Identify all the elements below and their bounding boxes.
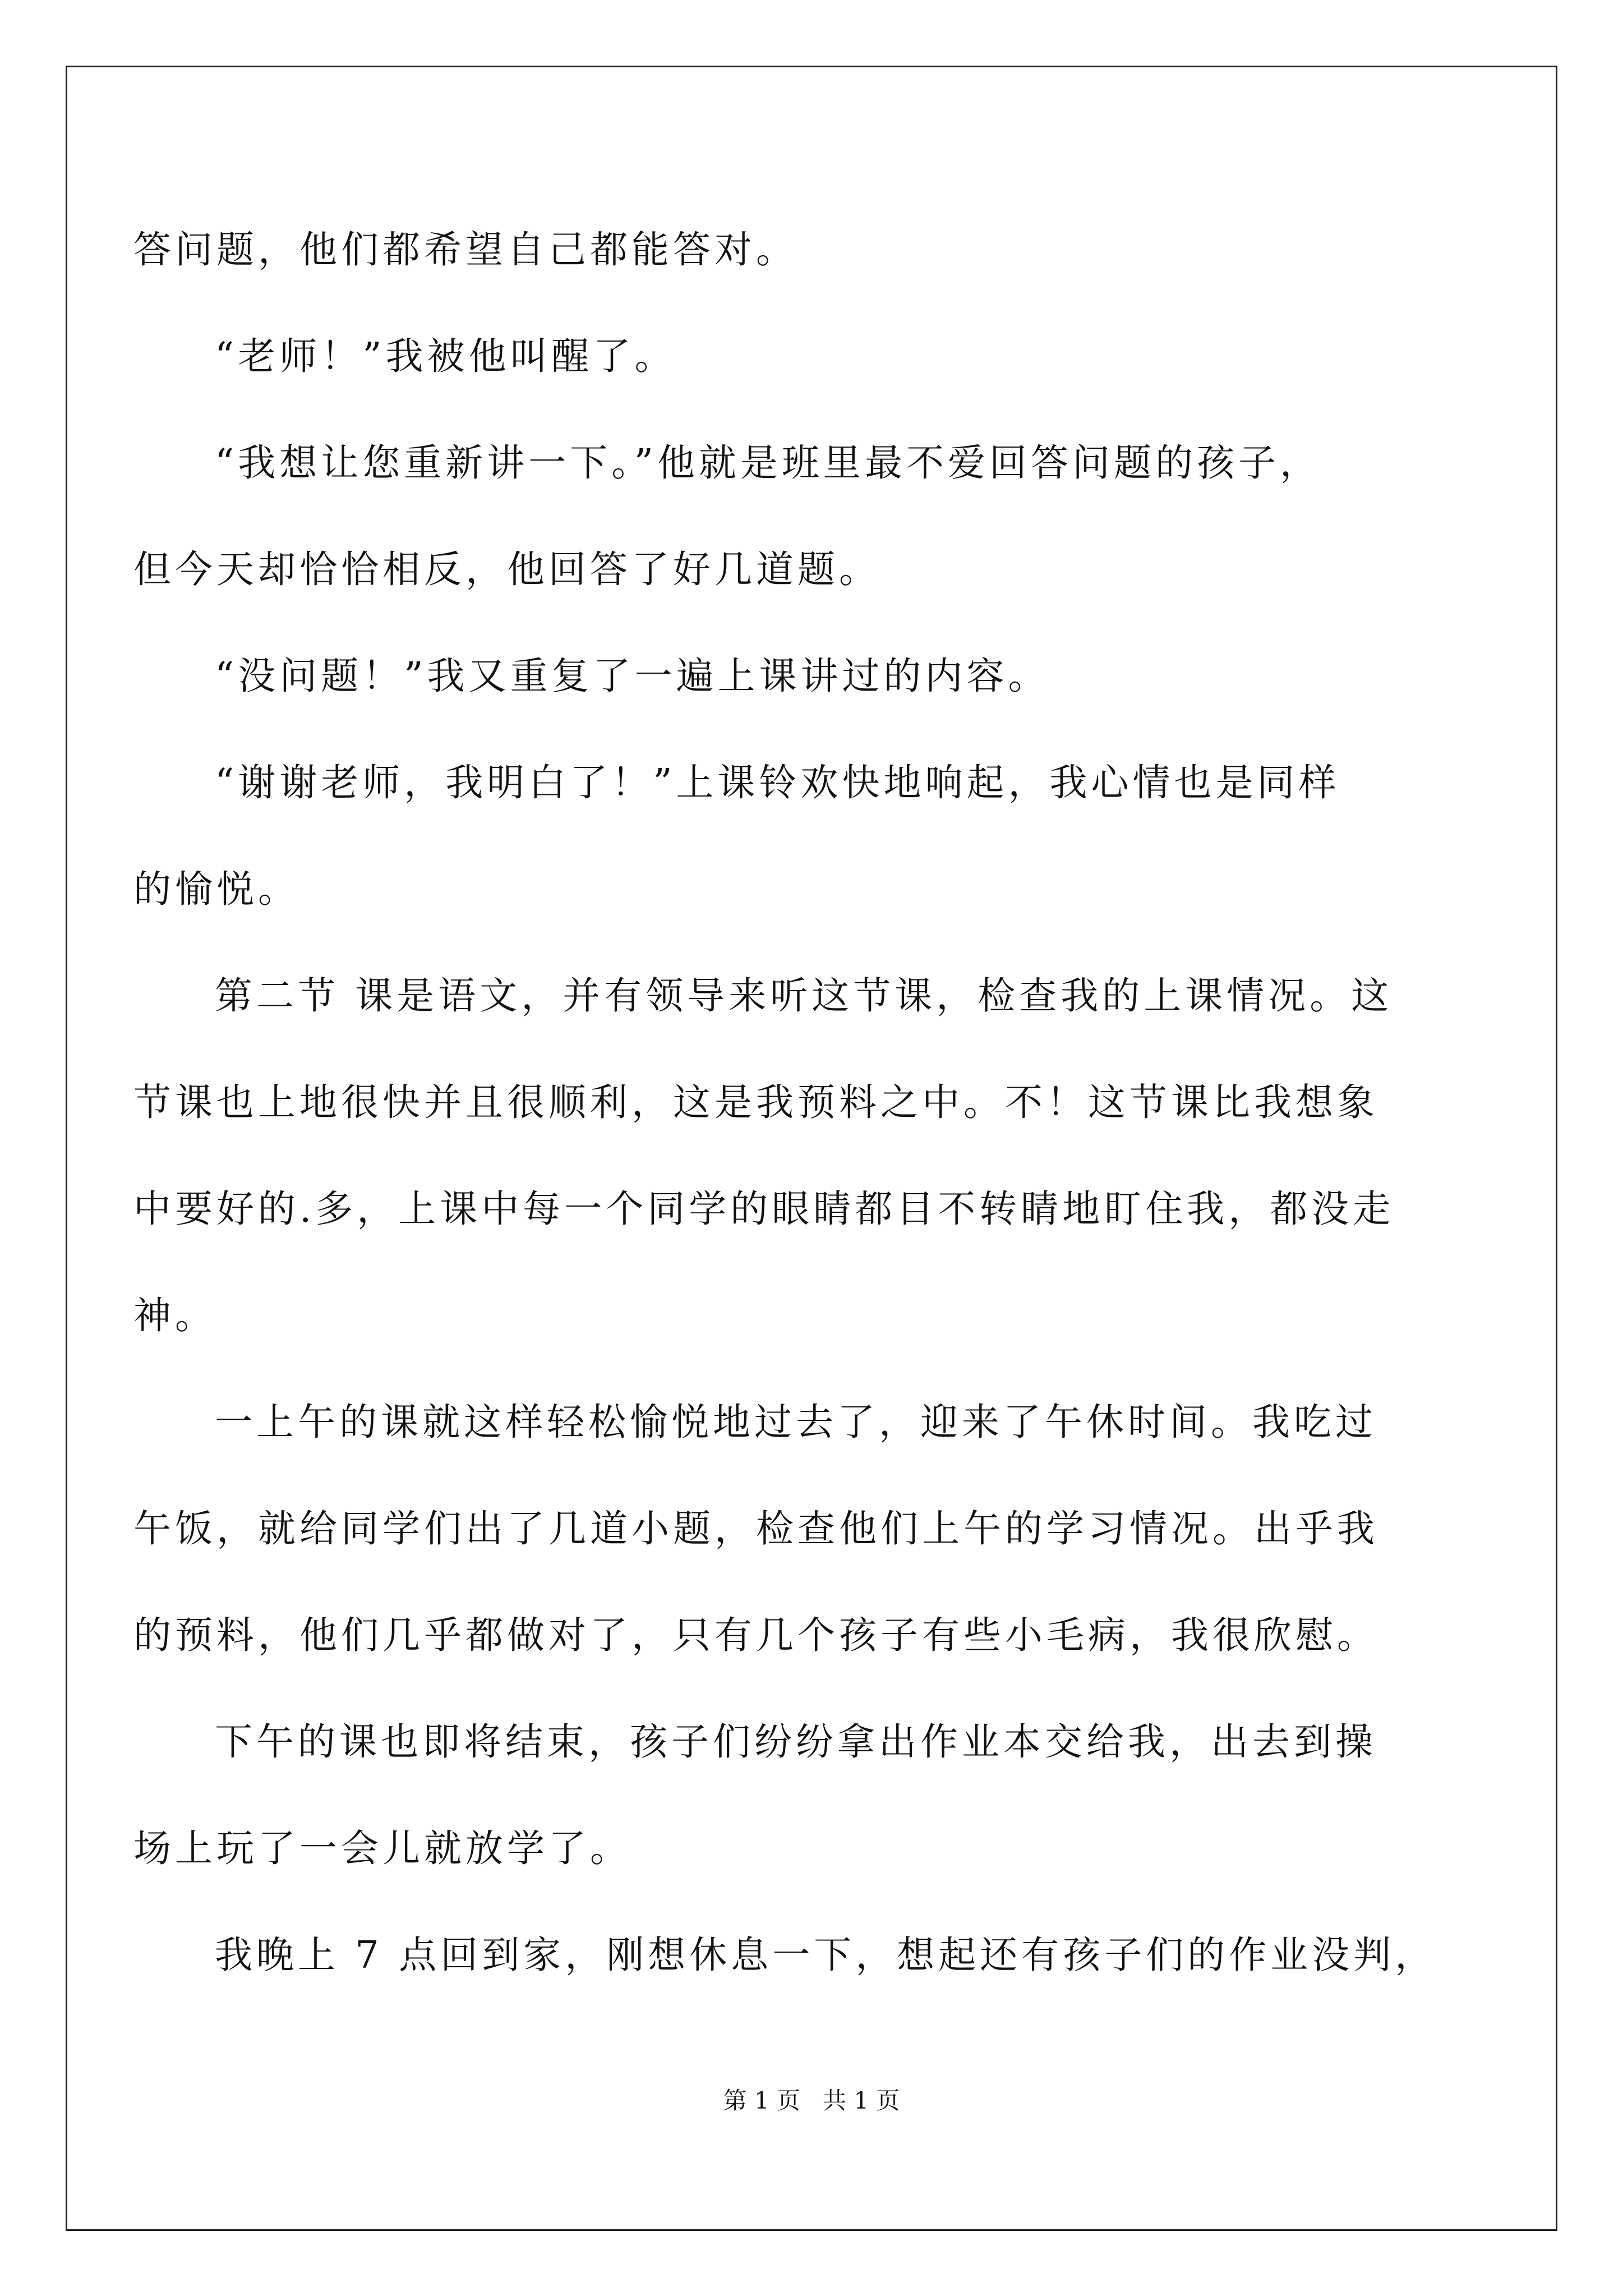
page-number: 第 1 页 xyxy=(723,2087,800,2114)
page-border xyxy=(66,66,1557,2231)
text-line: 神。 xyxy=(133,1294,216,1337)
text-line: “谢谢老师，我明白了！”上课铃欢快地响起，我心情也是同样 xyxy=(215,761,1340,804)
text-line: 的愉悦。 xyxy=(133,867,299,911)
text-line: 节课也上地很快并且很顺利，这是我预料之中。不！这节课比我想象 xyxy=(133,1080,1378,1124)
text-line: 第二节 课是语文，并有领导来听这节课，检查我的上课情况。这 xyxy=(215,974,1393,1018)
text-line: 午饭，就给同学们出了几道小题，检查他们上午的学习情况。出乎我 xyxy=(133,1507,1378,1550)
text-line: 我晚上 7 点回到家，刚想休息一下，想起还有孩子们的作业没判， xyxy=(215,1933,1437,1977)
text-line: 下午的课也即将结束，孩子们纷纷拿出作业本交给我，出去到操 xyxy=(215,1720,1377,1764)
text-line: 一上午的课就这样轻松愉悦地过去了，迎来了午休时间。我吃过 xyxy=(215,1400,1377,1444)
text-line: 答问题，他们都希望自己都能答对。 xyxy=(133,228,797,272)
text-line: 场上玩了一会儿就放学了。 xyxy=(133,1826,631,1870)
text-line: 的预料，他们几乎都做对了，只有几个孩子有些小毛病，我很欣慰。 xyxy=(133,1613,1378,1657)
page-footer xyxy=(0,2089,1623,2113)
text-line: 中要好的.多，上课中每一个同学的眼睛都目不转睛地盯住我，都没走 xyxy=(133,1187,1395,1231)
text-line: “我想让您重新讲一下。”他就是班里最不爱回答问题的孩子， xyxy=(215,441,1322,485)
page-total: 共 1 页 xyxy=(823,2087,900,2114)
text-line: “没问题！”我又重复了一遍上课讲过的内容。 xyxy=(215,654,1050,698)
text-line: “老师！”我被他叫醒了。 xyxy=(215,334,676,378)
text-line: 但今天却恰恰相反，他回答了好几道题。 xyxy=(133,547,880,591)
